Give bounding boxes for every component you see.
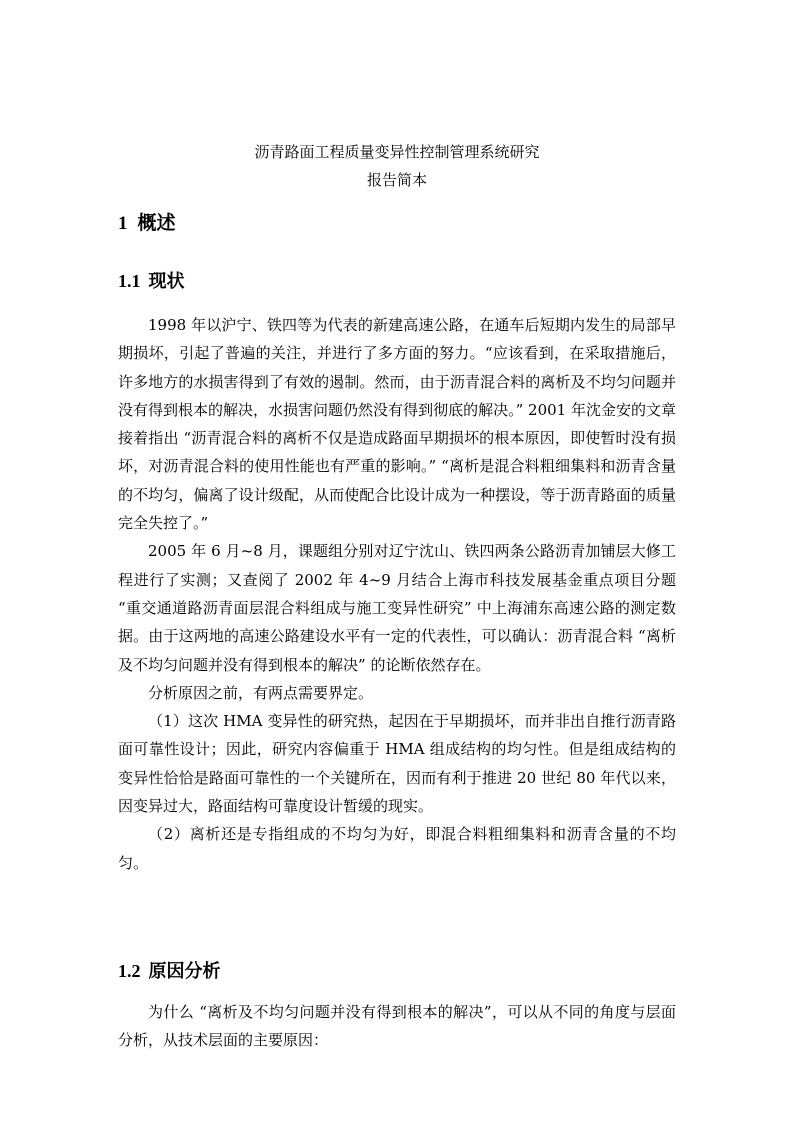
section-1-2-number: 1.2 bbox=[118, 961, 141, 981]
section-1-1-number: 1.1 bbox=[118, 271, 141, 291]
section-1-2-heading bbox=[118, 957, 221, 983]
section-1-title: 概述 bbox=[137, 212, 176, 234]
section-1-1-title: 现状 bbox=[148, 271, 185, 292]
report-title: 沥青路面工程质量变异性控制管理系统研究 bbox=[254, 143, 540, 161]
paragraph: （1）这次 HMA 变异性的研究热，起因在于早期损坏，而并非出自推行沥青路面可靠性设计；因此，研究内容偏重于 HMA 组成结构的均匀性。但是组成结构的变异性恰恰是路面可靠性的一个关键所在，因而有利于推进 20 世纪 80 年代以来，因变异过大，路面结构可靠度设计暂缓的现实。 bbox=[118, 712, 676, 816]
paragraph: （2）离析还是专指组成的不均匀为好，即混合料粗细集料和沥青含量的不均匀。 bbox=[118, 825, 676, 872]
paragraph: 分析原因之前，有两点需要界定。 bbox=[148, 683, 374, 702]
section-1-1-body bbox=[118, 311, 676, 877]
paragraph: 1998 年以沪宁、铁四等为代表的新建高速公路，在通车后短期内发生的局部早期损坏，引起了普遍的关注，并进行了多方面的努力。“应该看到，在采取措施后，许多地方的水损害得到了有效的遏制。然而，由于沥青混合料的离析及不均匀问题并没有得到根本的解决，水损害问题仍然没有得到彻底的解决。” 2001 年沈金安的文章接着指出 “沥青混合料的离析不仅是造成路面早期损坏的根本原因，即使暂时没有损坏，对沥青混合料的使用性能也有严重的影响。” “离析是混合料粗细集料和沥青含量的不均匀，偏离了设计级配，从而使配合比设计成为一种摆设，等于沥青路面的质量完全失控了。” bbox=[118, 316, 676, 533]
paragraph: 为什么 “离析及不均匀问题并没有得到根本的解决”，可以从不同的角度与层面分析，从技术层面的主要原因： bbox=[118, 1003, 676, 1050]
report-subtitle: 报告简本 bbox=[366, 171, 427, 189]
section-1-2-title: 原因分析 bbox=[148, 961, 221, 982]
section-1-number: 1 bbox=[118, 213, 128, 234]
section-1-1-heading bbox=[118, 267, 185, 293]
section-1-2-body bbox=[118, 998, 676, 1055]
paragraph: 2005 年 6 月~8 月，课题组分别对辽宁沈山、铁四两条公路沥青加铺层大修工程进行了实测；又查阅了 2002 年 4~9 月结合上海市科技发展基金重点项目分题 “重交通道路沥青面层混合料组成与施工变异性研究” 中上海浦东高速公路的测定数据。由于这两地的高速公路建设水平有一定的代表性，可以确认：沥青混合料 “离析及不均匀问题并没有得到根本的解决” 的论断依然存在。 bbox=[118, 542, 676, 674]
report-title-block bbox=[0, 138, 794, 194]
section-1-heading bbox=[118, 208, 176, 235]
